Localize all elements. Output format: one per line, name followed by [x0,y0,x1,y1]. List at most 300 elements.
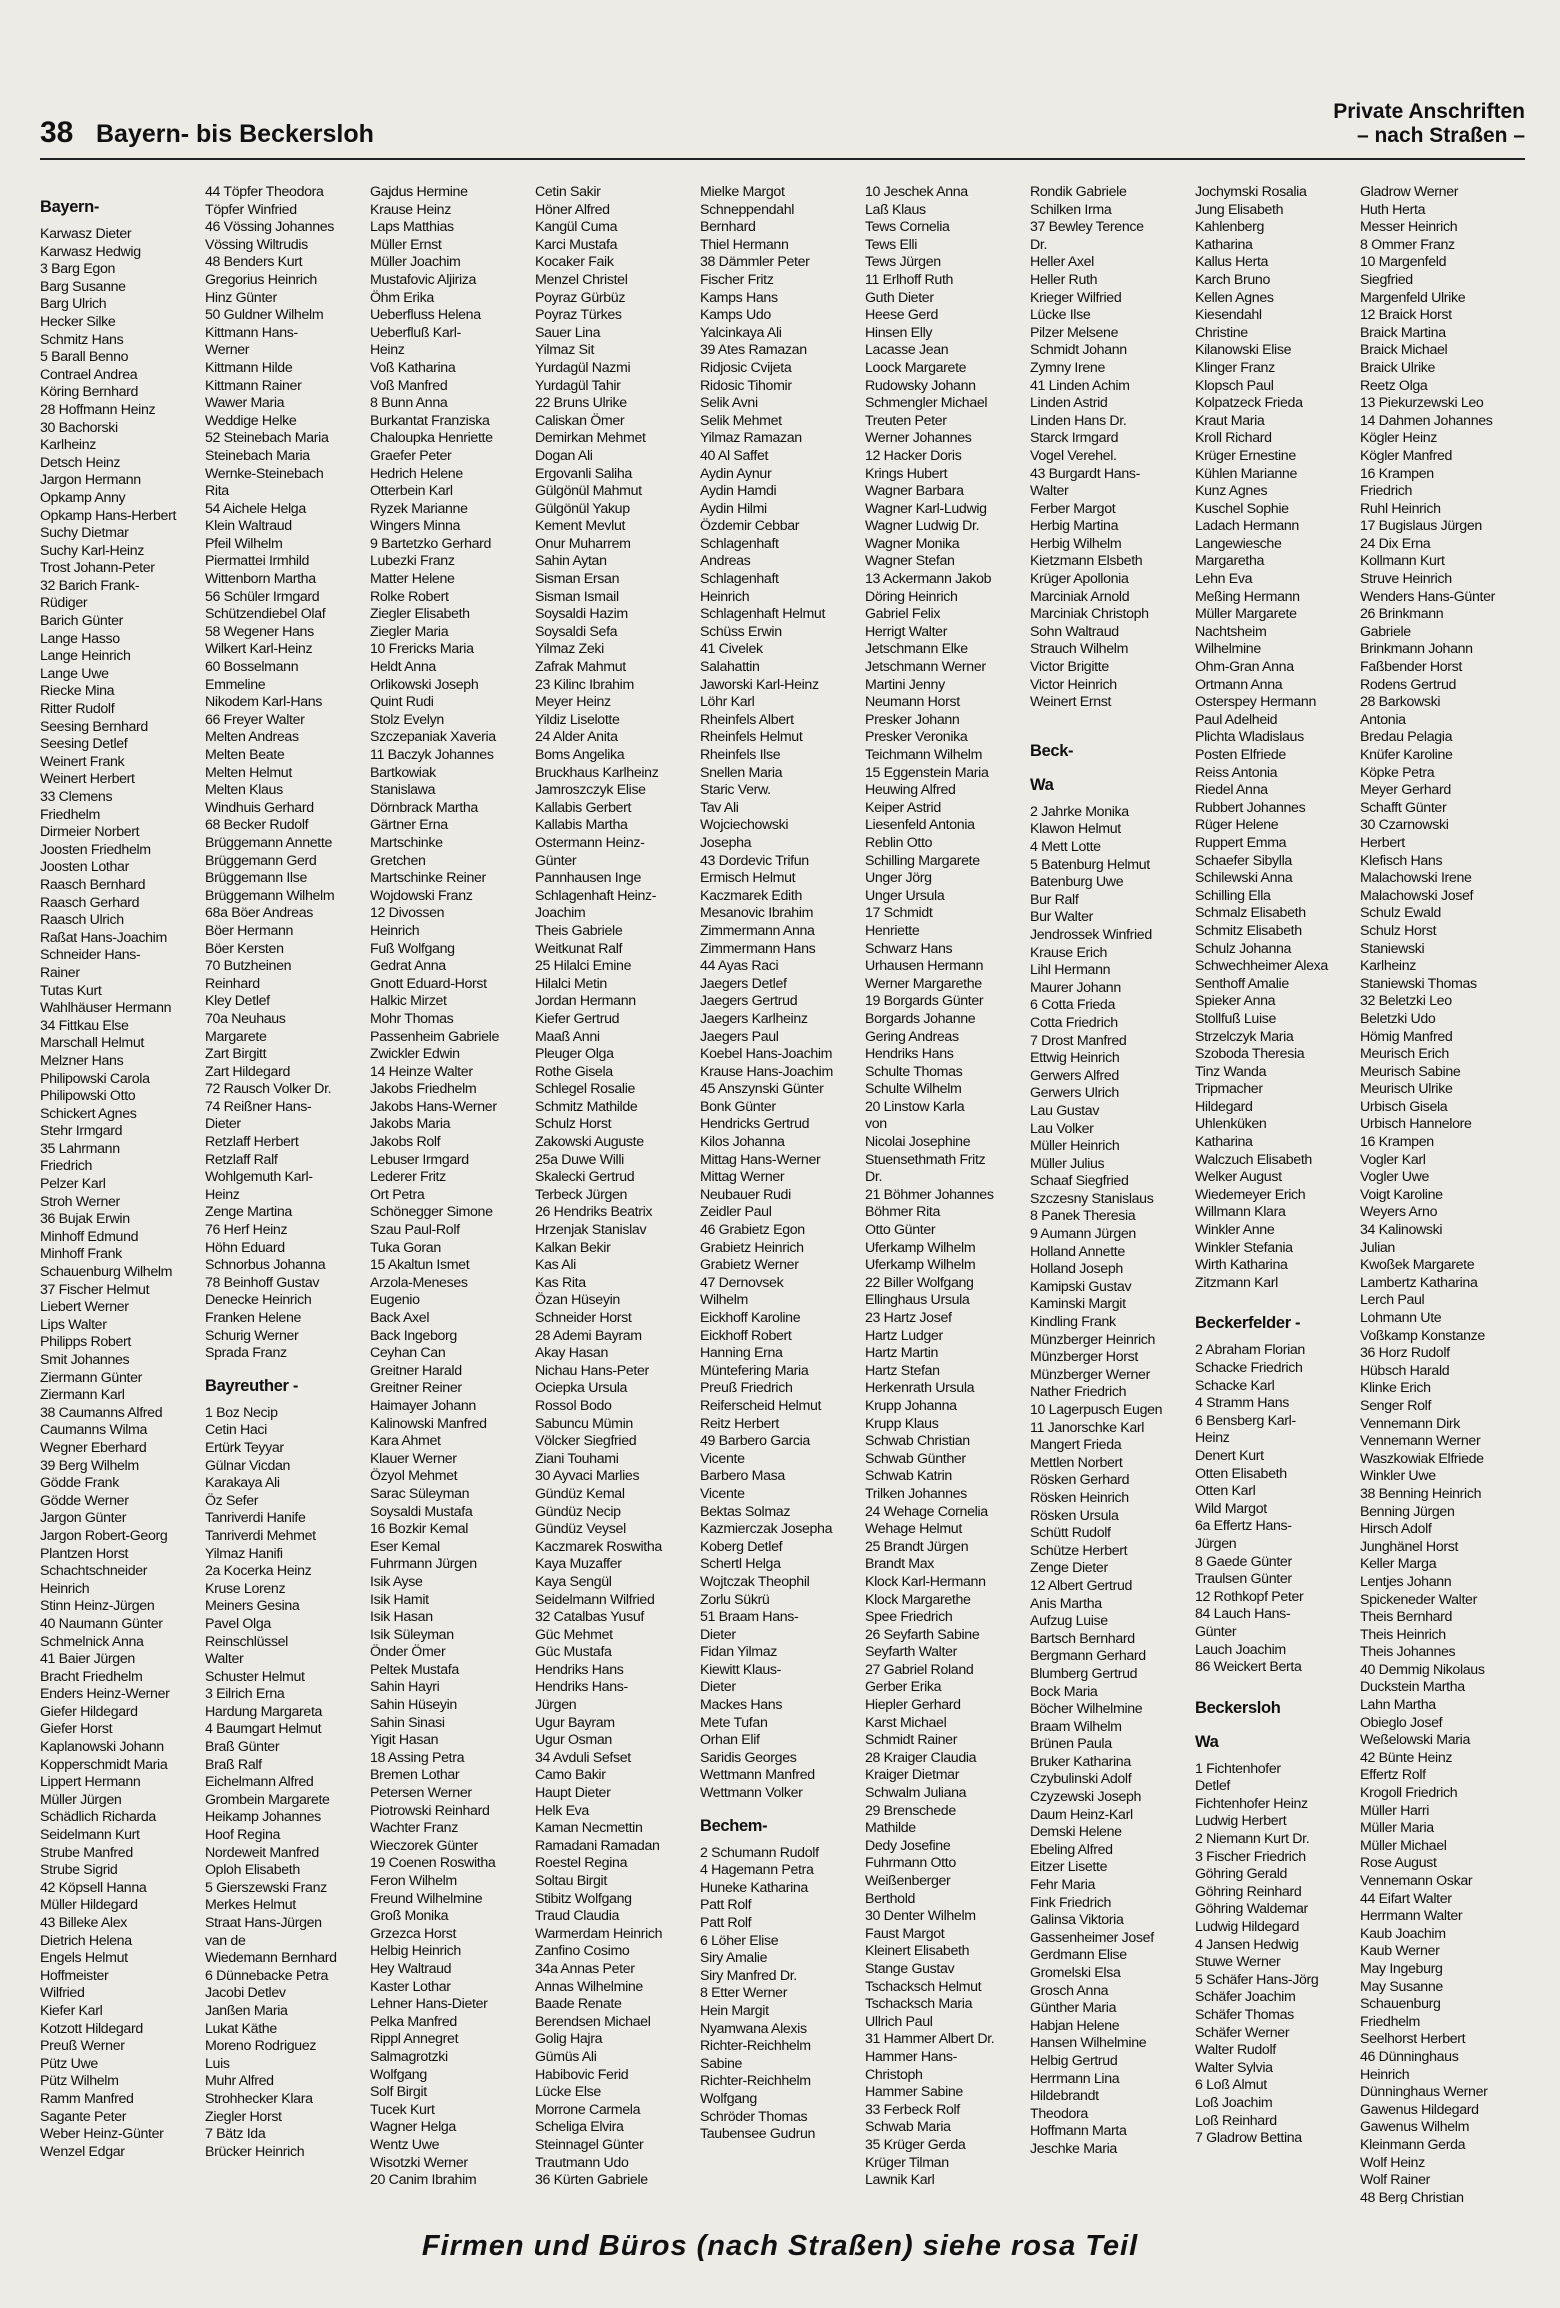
directory-entry: 36 Kürten Gabriele [535,2172,648,2189]
directory-entry: Kleinmann Gerda [1360,2136,1466,2153]
directory-entry: Barg Ulrich [40,296,107,313]
directory-entry: Halkic Mirzet [370,993,447,1010]
directory-entry: Zenge Dieter [1030,1560,1108,1577]
directory-entry: Weißenberger [865,1873,951,1889]
directory-entry: Gladrow Werner [1360,184,1459,200]
directory-entry: Bracht Friedhelm [40,1668,143,1685]
directory-entry: Weinert Herbert [40,771,135,788]
directory-entry: Rossol Bodo [535,1397,612,1414]
directory-entry: Tanriverdi Mehmet [205,1527,316,1544]
directory-entry: Dieter [700,1679,736,1696]
directory-entry: 24 Dix Erna [1360,535,1431,552]
directory-entry: Fischer Fritz [700,271,774,288]
spacer [1195,1292,1360,1300]
directory-entry: Mittag Hans-Werner [700,1151,821,1168]
directory-entry: Otten Elisabeth [1195,1465,1287,1482]
directory-entry: 6 Dünnebacke Petra [205,1967,329,1984]
directory-entry: 32 Catalbas Yusuf [535,1609,644,1626]
directory-entry: Caumanns Wilma [40,1422,148,1439]
directory-entry: 12 Braick Horst [1360,307,1452,324]
directory-entry: Sisman Ismail [535,588,619,605]
directory-entry: Ludwig Herbert [1195,1813,1287,1830]
directory-entry: 51 Braam Hans- [700,1609,799,1626]
directory-entry: Ebeling Alfred [1030,1841,1113,1858]
directory-entry: Bremen Lothar [370,1767,460,1784]
directory-entry: 36 Bujak Erwin [40,1211,130,1228]
directory-entry: Soltau Birgit [535,1873,607,1889]
spacer [1030,762,1195,770]
directory-entry: Heinz [370,342,405,359]
directory-entry: Jamroszczyk Elise [535,782,646,799]
page-number: 38 [40,116,74,149]
directory-entry: Yilmaz Zeki [535,641,604,658]
directory-entry: Heller Axel [1030,254,1094,271]
directory-entry: Rösken Gerhard [1030,1472,1130,1489]
directory-entry: Berthold [865,1890,916,1907]
directory-entry: Marschall Helmut [40,1035,144,1052]
directory-entry: 22 Bruns Ulrike [535,395,627,412]
directory-entry: Ziegler Horst [205,2108,282,2125]
directory-entry: 8 Gaede Günter [1195,1553,1292,1570]
directory-entry: Soysaldi Mustafa [370,1503,473,1520]
directory-entry: Galinsa Viktoria [1030,1912,1124,1929]
directory-entry: Retzlaff Ralf [205,1151,278,1168]
directory-entry: Neubauer Rudi [700,1186,791,1203]
directory-entry: Seidelmann Kurt [40,1827,140,1844]
directory-entry: Reblin Otto [865,834,933,851]
directory-entry: Eugenio [370,1292,420,1309]
directory-entry: Ruppert Emma [1195,834,1287,851]
directory-entry: Ziermann Karl [40,1387,125,1404]
street-heading: Wa [1195,1732,1219,1751]
directory-entry: Teichmann Wilhelm [865,747,983,763]
directory-entry: Vicente [700,1485,745,1502]
directory-entry: 14 Dahmen Johannes [1360,412,1493,429]
directory-entry: Strube Manfred [40,1844,133,1861]
directory-entry: 12 Hacker Doris [865,447,962,464]
directory-entry: 38 Benning Heinrich [1360,1485,1482,1502]
directory-entry: Seelhorst Herbert [1360,2031,1466,2048]
directory-entry: 41 Linden Achim [1030,377,1130,394]
directory-entry: Weinert Frank [40,753,125,770]
directory-entry: Borgards Johanne [865,1010,976,1027]
directory-entry: Lebuser Irmgard [370,1151,469,1168]
directory-entry: Eser Kemal [370,1538,440,1555]
directory-entry: Schulz Johanna [1195,940,1292,957]
directory-entry: Kocaker Faik [535,254,614,271]
directory-entry: Jeschke Maria [1030,2140,1117,2157]
directory-entry: Czybulinski Adolf [1030,1771,1132,1788]
directory-entry: Kittmann Hans- [205,324,298,341]
directory-entry: 14 Heinze Walter [370,1063,473,1080]
directory-entry: Lücke Else [535,2084,601,2101]
directory-entry: Theis Heinrich [1360,1626,1446,1643]
directory-entry: 6 Cotta Frieda [1030,997,1115,1014]
directory-entry: Krogoll Friedrich [1360,1785,1458,1802]
directory-entry: 74 Reißner Hans- [205,1098,312,1115]
directory-entry: Wenders Hans-Günter [1360,588,1496,605]
directory-entry: Karlheinz [40,437,96,454]
directory-entry: Kilanowski Elise [1195,342,1292,359]
directory-entry: Wilkert Karl-Heinz [205,641,313,658]
directory-entry: Reiferscheid Helmut [700,1397,822,1414]
directory-entry: Gregorius Heinrich [205,271,317,288]
directory-entry: 5 Gierszewski Franz [205,1879,327,1896]
directory-entry: 34a Annas Peter [535,1960,635,1977]
directory-entry: Maaß Anni [535,1028,600,1045]
directory-entry: Sahin Hayri [370,1679,440,1696]
directory-entry: 22 Biller Wolfgang [865,1274,974,1291]
directory-entry: 19 Borgards Günter [865,993,984,1010]
directory-entry: Schlegel Rosalie [535,1081,636,1098]
directory-entry: Stolz Evelyn [370,711,444,728]
directory-entry: Schmelnick Anna [40,1633,144,1650]
directory-entry: 68 Becker Rudolf [205,817,309,834]
directory-entry: Sprada Franz [205,1345,287,1362]
directory-entry: Schafft Günter [1360,799,1447,816]
directory-entry: Böer Hermann [205,922,294,939]
directory-entry: Ladach Hermann [1195,518,1299,535]
directory-entry: Wiedemann Bernhard [205,1950,337,1967]
directory-entry: Meurisch Ulrike [1360,1081,1453,1098]
directory-entry: Kollmann Kurt [1360,553,1445,570]
directory-entry: Ceyhan Can [370,1345,446,1362]
directory-entry: Stanislawa [370,782,436,799]
directory-entry: Öhm Erika [370,289,434,306]
directory-entry: 4 Stramm Hans [1195,1395,1290,1412]
directory-entry: Stuwe Werner [1195,1954,1281,1971]
directory-entry: Gedrat Anna [370,958,446,975]
directory-entry: Wojciechowski [700,817,789,834]
directory-entry: Krause Erich [1030,944,1108,961]
directory-entry: Lacasse Jean [865,342,949,359]
directory-entry: Barg Susanne [40,278,126,295]
directory-entry: Graefer Peter [370,447,452,464]
directory-entry: Lederer Fritz [370,1169,446,1186]
directory-entry: 47 Dernovsek [700,1274,784,1291]
directory-entry: 7 Gladrow Bettina [1195,2130,1302,2147]
directory-entry: Krause Heinz [370,201,451,218]
directory-entry: Wittenborn Martha [205,571,316,588]
directory-entry: Solf Birgit [370,2084,427,2101]
directory-entry: Lerch Paul [1360,1292,1425,1309]
directory-entry: Kazmierczak Josepha [700,1521,833,1538]
directory-entry: Kellen Agnes [1195,289,1274,306]
directory-entry: Köpke Petra [1360,764,1435,781]
directory-column [535,184,700,2204]
directory-entry: Meyer Gerhard [1360,782,1451,799]
directory-entry: Weinert Ernst [1030,694,1112,711]
directory-entry: Boms Angelika [535,747,625,763]
directory-entry: Nicolai Josephine [865,1134,971,1151]
directory-entry: Senger Rolf [1360,1397,1432,1414]
directory-entry: Jaegers Gertrud [700,993,798,1010]
directory-entry: 35 Lahrmann [40,1140,120,1157]
directory-entry: Martini Jenny [865,676,945,693]
directory-entry: 39 Ates Ramazan [700,342,807,359]
directory-entry: Wagner Stefan [865,553,955,570]
directory-entry: Sabuncu Mümin [535,1415,633,1432]
directory-entry: Richter-Reichhelm [700,2038,811,2055]
directory-entry: Krieger Wilfried [1030,289,1122,306]
directory-entry: Jaworski Karl-Heinz [700,676,819,693]
directory-entry: Helbig Heinrich [370,1943,461,1960]
directory-entry: Burkantat Franziska [370,412,490,429]
directory-entry: Habibovic Ferid [535,2066,629,2083]
directory-entry: Klauer Werner [370,1450,457,1467]
directory-entry: Otten Karl [1195,1483,1256,1500]
directory-entry: Victor Heinrich [1030,676,1117,693]
directory-entry: Karwasz Hedwig [40,243,141,260]
directory-entry: Rösken Heinrich [1030,1489,1129,1506]
directory-entry: 12 Rothkopf Peter [1195,1588,1304,1605]
directory-entry: Giefer Horst [40,1721,113,1738]
directory-entry: Morrone Carmela [535,2101,641,2118]
directory-entry: Isik Hasan [370,1609,433,1626]
directory-entry: Yilmaz Hanifi [205,1545,283,1562]
directory-entry: Döring Heinrich [865,588,958,605]
directory-entry: 35 Krüger Gerda [865,2136,966,2153]
directory-entry: Plichta Wladislaus [1195,729,1304,746]
directory-entry: Özdemir Cebbar [700,518,800,535]
directory-entry: Vogler Uwe [1360,1169,1430,1186]
spacer [1195,1677,1360,1685]
directory-entry: Schmidt Johann [1030,342,1127,359]
directory-entry: Rüdiger [40,595,88,612]
directory-entry: Meyer Heinz [535,694,611,711]
directory-entry: 37 Fischer Helmut [40,1281,150,1298]
directory-entry: 15 Eggenstein Maria [865,764,989,781]
directory-entry: 56 Schüler Irmgard [205,588,320,605]
directory-entry: Tuka Goran [370,1239,441,1256]
directory-entry: 76 Herf Heinz [205,1222,288,1239]
directory-entry: Kas Rita [535,1274,586,1291]
directory-entry: Faust Margot [865,1925,945,1942]
directory-entry: Selik Mehmet [700,412,782,429]
directory-entry: Wawer Maria [205,395,285,412]
directory-entry: Hirsch Adolf [1360,1521,1432,1538]
directory-entry: 5 Batenburg Helmut [1030,856,1150,873]
directory-entry: Saridis Georges [700,1749,797,1766]
directory-entry: Ryzek Marianne [370,500,468,517]
directory-entry: Joosten Friedhelm [40,841,151,858]
directory-entry: Posten Elfriede [1195,747,1286,763]
directory-entry: Schneider Horst [535,1310,632,1326]
directory-entry: Gülgönül Mahmut [535,483,642,500]
directory-entry: Gündüz Kemal [535,1485,625,1502]
directory-entry: 20 Canim Ibrahim [370,2172,477,2189]
directory-entry: Ullrich Paul [865,2013,933,2030]
directory-entry: Günter [535,852,577,869]
directory-entry: Feron Wilhelm [370,1873,457,1889]
directory-entry: Wagner Karl-Ludwig [865,500,987,517]
directory-entry: Voigt Karoline [1360,1186,1443,1203]
directory-entry: Schilken Irma [1030,201,1112,218]
directory-entry: Barich Günter [40,613,123,630]
directory-entry: Dieter [700,1626,736,1643]
directory-entry: Barbero Masa [700,1468,785,1485]
directory-entry: Jargon Robert-Georg [40,1527,168,1544]
directory-entry: Müller Michael [1360,1837,1447,1854]
directory-entry: Brandt Max [865,1556,935,1573]
directory-entry: Keiper Astrid [865,799,941,816]
directory-entry: Margarete [205,1028,267,1045]
directory-column [1195,184,1360,2204]
directory-entry: Faßbender Horst [1360,659,1462,676]
directory-entry: Jetschmann Werner [865,659,986,676]
directory-entry: Arzola-Meneses [370,1274,468,1291]
directory-entry: Heuwing Alfred [865,782,956,799]
directory-entry: Menzel Christel [535,271,628,288]
directory-entry: Presker Johann [865,711,960,728]
directory-entry: Kittmann Rainer [205,377,302,394]
directory-entry: 46 Grabietz Egon [700,1222,805,1239]
directory-entry: Jargon Günter [40,1510,127,1527]
directory-entry: Schönegger Simone [370,1204,493,1221]
directory-entry: Hilalci Metin [535,975,607,992]
directory-entry: Gärtner Erna [370,817,448,834]
directory-entry: Ruhl Heinrich [1360,500,1441,517]
directory-entry: Münzberger Werner [1030,1366,1150,1383]
directory-entry: Warmerdam Heinrich [535,1925,663,1942]
directory-entry: Reinhard [205,975,260,992]
directory-entry: Ziegler Maria [370,623,449,640]
directory-entry: Peltek Mustafa [370,1661,459,1678]
directory-entry: Pilzer Melsene [1030,324,1119,341]
directory-entry: Piermattei Irmhild [205,553,310,570]
directory-entry: Terbeck Jürgen [535,1186,628,1203]
directory-entry: Kallus Herta [1195,254,1269,271]
directory-entry: 24 Alder Anita [535,729,618,746]
directory-entry: Kalinowski Manfred [370,1415,487,1432]
directory-column [205,184,370,2204]
directory-entry: Henriette [865,922,920,939]
directory-entry: Heikamp Johannes [205,1809,321,1826]
directory-entry: Pütz Wilhelm [40,2073,119,2090]
directory-entry: Urbisch Gisela [1360,1098,1448,1115]
directory-entry: Dedy Josefine [865,1837,951,1854]
directory-entry: Raasch Bernhard [40,876,146,893]
directory-entry: Soysaldi Sefa [535,623,618,640]
directory-entry: Melzner Hans [40,1052,124,1069]
directory-entry: Schachtschneider [40,1563,148,1580]
spacer [1195,1685,1360,1693]
directory-entry: Özan Hüseyin [535,1292,620,1309]
directory-entry: Kallabis Gerbert [535,799,632,816]
directory-entry: Oploh Elisabeth [205,1862,300,1879]
directory-entry: Kalkan Bekir [535,1239,611,1256]
directory-entry: Wettmann Volker [700,1785,803,1802]
directory-entry: Wenzel Edgar [40,2143,125,2160]
directory-entry: Wagner Monika [865,535,960,552]
directory-entry: Münzberger Heinrich [1030,1331,1156,1348]
directory-entry: Huneke Katharina [700,1879,808,1896]
directory-entry: Gabriel Felix [865,606,941,623]
directory-entry: Eickhoff Robert [700,1327,792,1344]
directory-entry: Philipps Robert [40,1334,131,1351]
directory-entry: Lau Volker [1030,1120,1094,1137]
directory-entry: Wiedemeyer Erich [1195,1186,1306,1203]
directory-entry: Blumberg Gertrud [1030,1665,1138,1682]
directory-entry: 9 Aumann Jürgen [1030,1226,1136,1243]
directory-entry: Jakobs Maria [370,1116,451,1133]
directory-entry: Schäfer Joachim [1195,1989,1296,2006]
directory-entry: Strube Sigrid [40,1862,118,1879]
directory-entry: Tews Elli [865,236,918,253]
directory-entry: Özyol Mehmet [370,1468,458,1485]
directory-entry: 8 Etter Werner [700,1985,788,2002]
directory-entry: Vössing Wiltrudis [205,236,308,253]
directory-entry: Koebel Hans-Joachim [700,1046,833,1063]
directory-entry: Melten Klaus [205,782,283,799]
directory-entry: Daum Heinz-Karl [1030,1806,1133,1823]
directory-entry: Gretchen [370,852,426,869]
directory-entry: Bur Walter [1030,909,1093,926]
directory-entry: Lentjes Johann [1360,1573,1452,1590]
directory-entry: Aydin Hamdi [700,483,777,500]
directory-entry: Unger Jörg [865,870,932,887]
directory-entry: Vennemann Werner [1360,1433,1481,1450]
directory-entry: Herkenrath Ursula [865,1380,975,1397]
directory-entry: Ortmann Anna [1195,676,1283,693]
directory-entry: Heinrich [370,922,420,939]
directory-entry: Otto Günter [865,1222,936,1239]
directory-entry: Sahin Sinasi [370,1714,445,1731]
street-heading: Wa [1030,775,1054,794]
directory-entry: Laß Klaus [865,201,926,218]
directory-entry: Andreas [700,553,751,570]
directory-entry: Meiners Gesina [205,1598,300,1615]
directory-entry: 2a Kocerka Heinz [205,1563,312,1580]
directory-entry: Ertürk Teyyar [205,1439,284,1456]
street-heading: Beckersloh [1195,1698,1281,1717]
directory-entry: Kallabis Martha [535,817,628,834]
directory-entry: Rösken Ursula [1030,1507,1119,1524]
directory-entry: Strzelczyk Maria [1195,1028,1294,1045]
directory-entry: 40 Naumann Günter [40,1615,163,1632]
directory-entry: Kaub Joachim [1360,1925,1446,1942]
directory-entry: Kunz Agnes [1195,483,1268,500]
directory-entry: Tanriverdi Hanife [205,1510,306,1527]
directory-entry: 42 Bünte Heinz [1360,1749,1453,1766]
directory-entry: 44 Eifart Walter [1360,1890,1452,1907]
directory-entry: Detlef [1195,1778,1230,1795]
directory-entry: Tripmacher [1195,1081,1263,1098]
spacer [40,184,205,192]
directory-entry: Stange Gustav [865,1960,955,1977]
directory-entry: Lahn Martha [1360,1697,1436,1714]
directory-entry: Schlagenhaft Helmut [700,606,826,623]
directory-entry: Rolke Robert [370,588,449,605]
directory-entry: 28 Hoffmann Heinz [40,401,156,418]
directory-entry: Junghänel Horst [1360,1538,1459,1555]
directory-entry: Rüger Helene [1195,817,1279,834]
directory-entry: Maurer Johann [1030,979,1121,996]
directory-entry: Kotzott Hildegard [40,2020,143,2037]
directory-entry: van de [205,1932,246,1949]
directory-entry: Müller Joachim [370,254,461,271]
directory-entry: Wahlhäuser Hermann [40,1000,172,1017]
directory-entry: Scheliga Elvira [535,2119,624,2136]
directory-entry: Pelka Manfred [370,2013,457,2030]
directory-entry: Janßen Maria [205,2002,288,2019]
directory-entry: Zorlu Sükrü [700,1591,770,1608]
directory-entry: Schauenburg Wilhelm [40,1264,173,1281]
directory-entry: 25 Brandt Jürgen [865,1538,969,1555]
directory-entry: Orhan Elif [700,1732,760,1749]
directory-entry: Wingers Minna [370,518,461,535]
directory-entry: Jendrossek Winfried [1030,926,1152,943]
